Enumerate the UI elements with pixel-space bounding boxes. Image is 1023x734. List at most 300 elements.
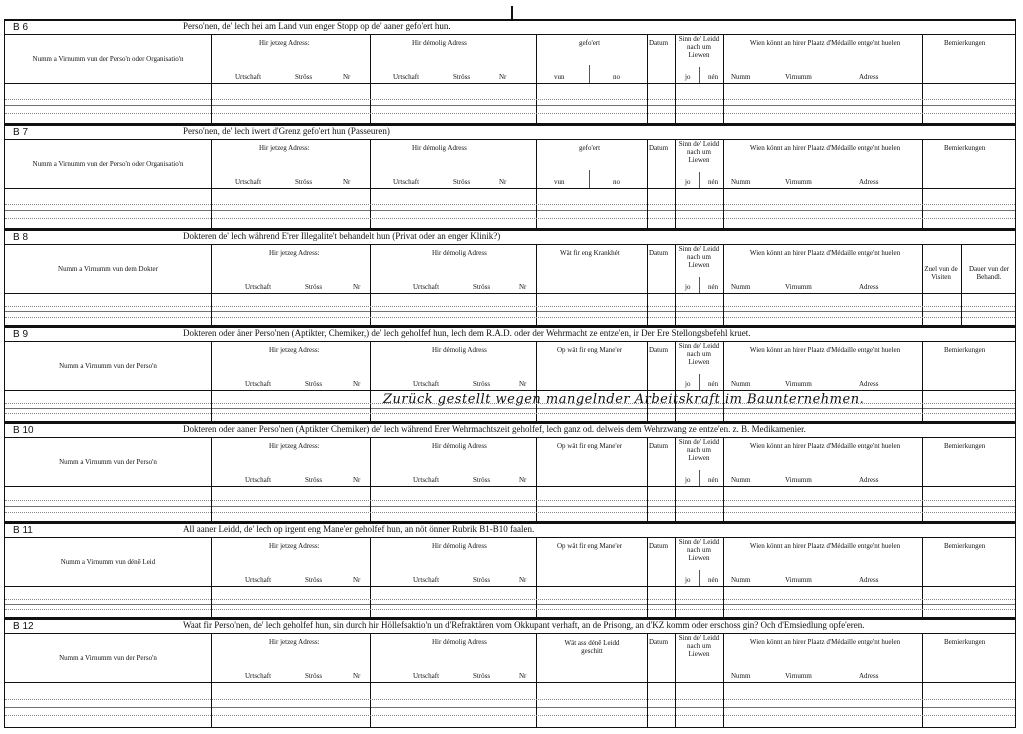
column-divider xyxy=(723,587,724,617)
entry-row-line xyxy=(5,506,1015,507)
section-header xyxy=(5,140,1015,189)
column-divider xyxy=(647,538,648,586)
stross-label: Ströss xyxy=(453,178,471,186)
column-divider xyxy=(370,84,371,123)
column-divider xyxy=(699,67,700,83)
bemierkungen-label: Bemierkungen xyxy=(944,542,986,550)
column-divider xyxy=(723,189,724,228)
nr-label: Nr xyxy=(499,73,507,81)
dauer-label: Dauer vun der Behandl. xyxy=(968,265,1010,281)
name-column-label: Numm a Virnumm vun der Perso'n xyxy=(59,654,157,662)
datum-label: Datum xyxy=(649,249,669,257)
datum-label: Datum xyxy=(649,346,669,354)
column-divider xyxy=(370,587,371,617)
column-divider xyxy=(647,487,648,521)
column-divider xyxy=(922,634,923,682)
column-divider xyxy=(699,470,700,486)
nr-label: Nr xyxy=(519,283,527,291)
stross-label: Ströss xyxy=(305,576,323,584)
column-divider xyxy=(675,683,676,727)
section-title: Perso'nen, de' lech iwert d'Grenz gefo'ert hun (Passeuren) xyxy=(183,126,390,136)
virnumm-label: Virnumm xyxy=(785,283,812,291)
entry-row-line xyxy=(5,99,1015,100)
datum-label: Datum xyxy=(649,144,669,152)
column-divider xyxy=(647,140,648,188)
entry-row-line xyxy=(5,317,1015,318)
entry-row-line xyxy=(5,218,1015,219)
stross-label: Ströss xyxy=(473,380,491,388)
medal-label: Wien könnt an hirer Plaatz d'Médaille entge'nt huelen xyxy=(749,346,901,354)
nen-label: nén xyxy=(708,476,719,484)
current-address-label: Hir jetzeg Adress: xyxy=(269,442,320,450)
column-divider xyxy=(647,683,648,727)
prev-address-label: Hir démolig Adress xyxy=(412,39,467,47)
nr-label: Nr xyxy=(353,380,361,388)
column-divider xyxy=(675,634,676,682)
column-divider xyxy=(675,487,676,521)
nr-label: Nr xyxy=(519,576,527,584)
column-divider xyxy=(675,84,676,123)
stross-label: Ströss xyxy=(473,576,491,584)
nr-label: Nr xyxy=(499,178,507,186)
prev-address-label: Hir démolig Adress xyxy=(432,249,487,257)
numm-label: Numm xyxy=(731,283,751,291)
column-divider xyxy=(647,438,648,486)
section-header xyxy=(5,35,1015,84)
nr-label: Nr xyxy=(519,380,527,388)
stross-label: Ströss xyxy=(473,672,491,680)
column-divider xyxy=(922,342,923,390)
column-divider xyxy=(922,487,923,521)
virnumm-label: Virnumm xyxy=(785,178,812,186)
section-code: B 12 xyxy=(13,621,34,632)
column-divider xyxy=(723,140,724,188)
column-divider xyxy=(536,438,537,486)
medal-label: Wien könnt an hirer Plaatz d'Médaille entge'nt huelen xyxy=(749,249,901,257)
medal-label: Wien könnt an hirer Plaatz d'Médaille entge'nt huelen xyxy=(749,144,901,152)
column-divider xyxy=(647,84,648,123)
section-title: Perso'nen, de' lech hei am Land vun enger Stopp op de' aaner gefo'ert hun. xyxy=(183,21,451,31)
column-divider xyxy=(647,294,648,325)
column-divider xyxy=(647,342,648,390)
column-divider xyxy=(211,538,212,586)
section-b7 xyxy=(4,124,1016,229)
column-divider xyxy=(922,587,923,617)
gefoert-label: gefo'ert xyxy=(579,39,601,47)
column-divider xyxy=(370,487,371,521)
section-titlebar xyxy=(5,424,1015,438)
column-divider xyxy=(370,634,371,682)
adress-label: Adress xyxy=(859,380,879,388)
section-title: All aaner Leidd, de' lech op irgent eng Mane'er geholfef hun, an nöt önner Rubrik B1-B10 faalen. xyxy=(183,524,535,534)
virnumm-label: Virnumm xyxy=(785,576,812,584)
column-divider xyxy=(675,538,676,586)
numm-label: Numm xyxy=(731,576,751,584)
numm-label: Numm xyxy=(731,476,751,484)
urtschaft-label: Urtschaft xyxy=(413,576,440,584)
column-divider xyxy=(536,84,537,123)
section-title: Dokteren oder äner Perso'nen (Aptikter, Chemiker,) de' lech geholfef hun, lech dem R.A.D. oder der Wehrmacht ze entze'en, ir Der Ere Stellongsbefehl kruet. xyxy=(183,328,751,338)
medal-label: Wien könnt an hirer Plaatz d'Médaille entge'nt huelen xyxy=(749,39,901,47)
column-divider xyxy=(370,683,371,727)
current-address-label: Hir jetzeg Adress: xyxy=(259,39,310,47)
column-divider xyxy=(922,35,923,83)
nen-label: nén xyxy=(708,283,719,291)
section-title: Dokteren oder aaner Perso'nen (Aptikter Chemiker) de' lech während Erer Wehrmachtszeit geholfef, lech ganz od. delweis dem Wehrzwang ze entze'en. z. B. Medikamenier. xyxy=(183,424,806,434)
op-wat-label: Op wät fir eng Mane'er xyxy=(557,442,623,450)
column-divider xyxy=(723,438,724,486)
column-divider xyxy=(536,140,537,188)
current-address-label: Hir jetzeg Adress: xyxy=(269,638,320,646)
adress-label: Adress xyxy=(859,576,879,584)
column-divider xyxy=(647,189,648,228)
column-divider xyxy=(536,587,537,617)
prev-address-label: Hir démolig Adress xyxy=(432,638,487,646)
column-divider xyxy=(675,294,676,325)
column-divider xyxy=(370,294,371,325)
bemierkungen-label: Bemierkungen xyxy=(944,638,986,646)
section-titlebar xyxy=(5,524,1015,538)
section-code: B 9 xyxy=(13,329,29,340)
nen-label: nén xyxy=(708,178,719,186)
column-divider xyxy=(536,683,537,727)
current-address-label: Hir jetzeg Adress: xyxy=(269,346,320,354)
alive-label: Sinn de' Leidd nach um Liewen xyxy=(678,634,720,658)
entry-row-line xyxy=(5,311,1015,312)
section-entry-rows xyxy=(5,84,1015,123)
section-b6 xyxy=(4,19,1016,124)
current-address-label: Hir jetzeg Adress: xyxy=(269,542,320,550)
section-b9 xyxy=(4,326,1016,422)
name-column-label: Numm a Virnumm vun dem Dokter xyxy=(58,265,158,273)
entry-row-line xyxy=(5,408,1015,409)
column-divider xyxy=(961,294,962,325)
column-divider xyxy=(723,634,724,682)
section-titlebar xyxy=(5,620,1015,634)
column-divider xyxy=(723,245,724,293)
section-header xyxy=(5,245,1015,294)
section-code: B 6 xyxy=(13,22,29,33)
jo-label: jo xyxy=(685,476,691,484)
name-column-label: Numm a Virnumm vun der Perso'n oder Organisatio'n xyxy=(32,55,184,63)
nen-label: nén xyxy=(708,380,719,388)
column-divider xyxy=(675,140,676,188)
column-divider xyxy=(536,294,537,325)
column-divider xyxy=(675,342,676,390)
column-divider xyxy=(211,342,212,390)
nr-label: Nr xyxy=(343,178,351,186)
column-divider xyxy=(536,538,537,586)
adress-label: Adress xyxy=(859,283,879,291)
urtschaft-label: Urtschaft xyxy=(413,672,440,680)
krankhet-label: Wät fir eng Krankhét xyxy=(560,249,620,257)
column-divider xyxy=(536,35,537,83)
entry-row-line xyxy=(5,500,1015,501)
section-titlebar xyxy=(5,328,1015,342)
stross-label: Ströss xyxy=(305,380,323,388)
bemierkungen-label: Bemierkungen xyxy=(944,346,986,354)
column-divider xyxy=(675,245,676,293)
urtschaft-label: Urtschaft xyxy=(245,283,272,291)
column-divider xyxy=(647,35,648,83)
urtschaft-label: Urtschaft xyxy=(245,576,272,584)
section-b11 xyxy=(4,522,1016,618)
section-entry-rows xyxy=(5,683,1015,727)
column-divider xyxy=(211,84,212,123)
alive-label: Sinn de' Leidd nach um Liewen xyxy=(678,140,720,164)
urtschaft-label: Urtschaft xyxy=(235,178,262,186)
entry-row-line xyxy=(5,306,1015,307)
virnumm-label: Virnumm xyxy=(785,672,812,680)
no-label: no xyxy=(613,178,620,186)
column-divider xyxy=(211,35,212,83)
column-divider xyxy=(370,342,371,390)
column-divider xyxy=(211,683,212,727)
column-divider xyxy=(211,189,212,228)
stross-label: Ströss xyxy=(305,476,323,484)
adress-label: Adress xyxy=(859,178,879,186)
datum-label: Datum xyxy=(649,442,669,450)
jo-label: jo xyxy=(685,283,691,291)
medal-label: Wien könnt an hirer Plaatz d'Médaille entge'nt huelen xyxy=(749,638,901,646)
jo-label: jo xyxy=(685,576,691,584)
column-divider xyxy=(699,172,700,188)
column-divider xyxy=(675,587,676,617)
nr-label: Nr xyxy=(353,672,361,680)
section-titlebar xyxy=(5,231,1015,245)
column-divider xyxy=(211,140,212,188)
virnumm-label: Virnumm xyxy=(785,380,812,388)
nr-label: Nr xyxy=(519,476,527,484)
medal-label: Wien könnt an hirer Plaatz d'Médaille entge'nt huelen xyxy=(749,542,901,550)
column-divider xyxy=(723,35,724,83)
nen-label: nén xyxy=(708,73,719,81)
alive-label: Sinn de' Leidd nach um Liewen xyxy=(678,538,720,562)
column-divider xyxy=(211,634,212,682)
handwritten-note: Zurück gestellt wegen mangelnder Arbeitskraft im Baunternehmen. xyxy=(383,392,865,407)
section-code: B 10 xyxy=(13,425,34,436)
column-divider xyxy=(922,683,923,727)
section-code: B 8 xyxy=(13,232,29,243)
column-divider xyxy=(536,342,537,390)
bemierkungen-label: Bemierkungen xyxy=(944,144,986,152)
jo-label: jo xyxy=(685,73,691,81)
alive-label: Sinn de' Leidd nach um Liewen xyxy=(678,35,720,59)
stross-label: Ströss xyxy=(295,73,313,81)
column-divider xyxy=(647,634,648,682)
urtschaft-label: Urtschaft xyxy=(413,476,440,484)
prev-address-label: Hir démolig Adress xyxy=(432,442,487,450)
adress-label: Adress xyxy=(859,672,879,680)
column-divider xyxy=(675,189,676,228)
column-divider xyxy=(723,342,724,390)
stross-label: Ströss xyxy=(305,283,323,291)
datum-label: Datum xyxy=(649,638,669,646)
entry-row-line xyxy=(5,113,1015,114)
entry-row-line xyxy=(5,715,1015,716)
column-divider xyxy=(536,189,537,228)
stross-label: Ströss xyxy=(305,672,323,680)
gefoert-label: gefo'ert xyxy=(579,144,601,152)
form-sheet xyxy=(4,6,1016,728)
stross-label: Ströss xyxy=(295,178,313,186)
column-divider xyxy=(370,438,371,486)
prev-address-label: Hir démolig Adress xyxy=(432,542,487,550)
column-divider xyxy=(370,538,371,586)
name-column-label: Numm a Virnumm vun der Perso'n xyxy=(59,362,157,370)
section-b12 xyxy=(4,618,1016,728)
bemierkungen-label: Bemierkungen xyxy=(944,442,986,450)
column-divider xyxy=(536,487,537,521)
urtschaft-label: Urtschaft xyxy=(245,380,272,388)
op-wat-label: Op wät fir eng Mane'er xyxy=(557,346,623,354)
column-divider xyxy=(211,587,212,617)
numm-label: Numm xyxy=(731,73,751,81)
column-divider xyxy=(922,140,923,188)
section-entry-rows xyxy=(5,189,1015,228)
column-divider xyxy=(961,245,962,293)
column-divider xyxy=(922,189,923,228)
virnumm-label: Virnumm xyxy=(785,476,812,484)
bemierkungen-label: Bemierkungen xyxy=(944,39,986,47)
column-divider xyxy=(723,683,724,727)
column-divider xyxy=(675,438,676,486)
column-divider xyxy=(211,438,212,486)
column-divider xyxy=(370,245,371,293)
column-divider xyxy=(370,140,371,188)
adress-label: Adress xyxy=(859,476,879,484)
column-divider xyxy=(536,245,537,293)
section-title: Dokteren de' lech während E'rer Illegalite't behandelt hun (Privat oder an enger Klinik?) xyxy=(183,231,501,241)
entry-row-line xyxy=(5,512,1015,513)
datum-label: Datum xyxy=(649,542,669,550)
numm-label: Numm xyxy=(731,178,751,186)
virnumm-label: Virnumm xyxy=(785,73,812,81)
nr-label: Nr xyxy=(353,283,361,291)
column-divider xyxy=(211,391,212,421)
no-label: no xyxy=(613,73,620,81)
column-divider xyxy=(922,84,923,123)
column-divider xyxy=(723,487,724,521)
entry-row-line xyxy=(5,105,1015,106)
urtschaft-label: Urtschaft xyxy=(245,672,272,680)
column-divider xyxy=(922,294,923,325)
urtschaft-label: Urtschaft xyxy=(413,283,440,291)
nr-label: Nr xyxy=(343,73,351,81)
entry-row-line xyxy=(5,604,1015,605)
medal-label: Wien könnt an hirer Plaatz d'Médaille entge'nt huelen xyxy=(749,442,901,450)
column-divider xyxy=(370,189,371,228)
column-divider xyxy=(723,84,724,123)
alive-label: Sinn de' Leidd nach um Liewen xyxy=(678,245,720,269)
column-divider xyxy=(536,634,537,682)
section-b8 xyxy=(4,229,1016,326)
section-entry-rows xyxy=(5,294,1015,325)
column-divider xyxy=(589,170,590,188)
stross-label: Ströss xyxy=(473,476,491,484)
name-column-label: Numm a Virnumm vun dénê Leid xyxy=(60,558,156,566)
section-header xyxy=(5,634,1015,683)
entry-row-line xyxy=(5,707,1015,708)
urtschaft-label: Urtschaft xyxy=(393,73,420,81)
adress-label: Adress xyxy=(859,73,879,81)
nr-label: Nr xyxy=(519,672,527,680)
jo-label: jo xyxy=(685,178,691,186)
column-divider xyxy=(675,35,676,83)
column-divider xyxy=(647,245,648,293)
column-divider xyxy=(723,294,724,325)
column-divider xyxy=(647,587,648,617)
jo-label: jo xyxy=(685,380,691,388)
section-code: B 7 xyxy=(13,127,29,138)
section-entry-rows xyxy=(5,487,1015,521)
numm-label: Numm xyxy=(731,672,751,680)
section-entry-rows xyxy=(5,587,1015,617)
column-divider xyxy=(699,374,700,390)
section-code: B 11 xyxy=(13,525,33,536)
op-wat-label: Op wät fir eng Mane'er xyxy=(557,542,623,550)
datum-label: Datum xyxy=(649,39,669,47)
alive-label: Sinn de' Leidd nach um Liewen xyxy=(678,438,720,462)
nen-label: nén xyxy=(708,576,719,584)
column-divider xyxy=(211,294,212,325)
current-address-label: Hir jetzeg Adress: xyxy=(259,144,310,152)
entry-row-line xyxy=(5,413,1015,414)
alive-label: Sinn de' Leidd nach um Liewen xyxy=(678,342,720,366)
column-divider xyxy=(723,538,724,586)
column-divider xyxy=(922,391,923,421)
nr-label: Nr xyxy=(353,476,361,484)
section-b10 xyxy=(4,422,1016,522)
top-mark xyxy=(511,6,513,20)
section-titlebar xyxy=(5,126,1015,140)
column-divider xyxy=(922,538,923,586)
prev-address-label: Hir démolig Adress xyxy=(432,346,487,354)
column-divider xyxy=(699,570,700,586)
name-column-label: Numm a Virnumm vun der Perso'n xyxy=(59,458,157,466)
name-column-label: Numm a Virnumm vun der Perso'n oder Organisatio'n xyxy=(32,160,184,168)
section-header xyxy=(5,342,1015,391)
section-header xyxy=(5,438,1015,487)
numm-label: Numm xyxy=(731,380,751,388)
entry-row-line xyxy=(5,599,1015,600)
urtschaft-label: Urtschaft xyxy=(235,73,262,81)
vun-label: vun xyxy=(554,73,565,81)
urtschaft-label: Urtschaft xyxy=(393,178,420,186)
column-divider xyxy=(211,245,212,293)
section-header xyxy=(5,538,1015,587)
entry-row-line xyxy=(5,609,1015,610)
stross-label: Ströss xyxy=(453,73,471,81)
column-divider xyxy=(370,391,371,421)
urtschaft-label: Urtschaft xyxy=(245,476,272,484)
section-title: Waat fir Perso'nen, de' lech geholfef hun, sin durch hir Höllefsaktio'n un d'Refraktären vom Okkupant verhaft, an de Prisong, an d'KZ komm oder erschoss gin? Och d'Emsiedlung opfe'eren. xyxy=(183,620,865,630)
prev-address-label: Hir démolig Adress xyxy=(412,144,467,152)
column-divider xyxy=(211,487,212,521)
entry-row-line xyxy=(5,210,1015,211)
nr-label: Nr xyxy=(353,576,361,584)
section-titlebar xyxy=(5,21,1015,35)
entry-row-line xyxy=(5,699,1015,700)
column-divider xyxy=(699,277,700,293)
stross-label: Ströss xyxy=(473,283,491,291)
entry-row-line xyxy=(5,204,1015,205)
column-divider xyxy=(922,438,923,486)
urtschaft-label: Urtschaft xyxy=(413,380,440,388)
wat-leidd-label: Wät ass dénê Leidd geschitt xyxy=(564,639,620,655)
current-address-label: Hir jetzeg Adress: xyxy=(269,249,320,257)
column-divider xyxy=(589,65,590,83)
